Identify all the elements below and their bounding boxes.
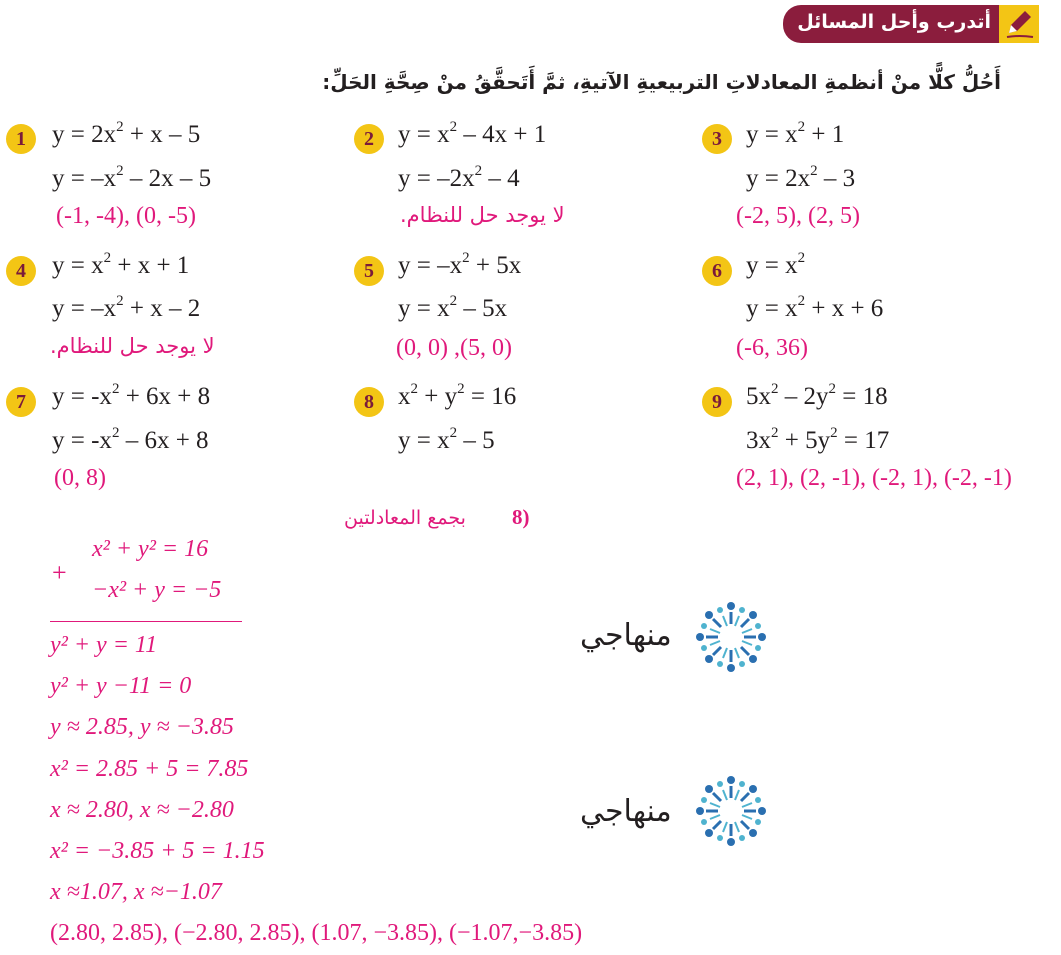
solution-step: y² + y −11 = 0 xyxy=(50,673,192,699)
problem-equation: $y = -x^2 + 6x + 8$ xyxy=(52,381,211,410)
plus-sign: + xyxy=(52,558,67,587)
logo-text: منهاجي xyxy=(580,618,672,653)
logo-text: منهاجي xyxy=(580,794,672,829)
problem-equation: $y = -x^2 + x - 2$ xyxy=(52,293,201,322)
problem-equation: $y = -x^2 - 6x + 8$ xyxy=(52,425,209,454)
problem-equation: $y = x^2 - 5$ xyxy=(398,425,495,454)
problem-number-badge: 9 xyxy=(702,387,732,417)
solution-step: x ≈1.07, x ≈−1.07 xyxy=(50,879,222,905)
problem-number-badge: 1 xyxy=(6,124,36,154)
problem-equation: $y = x^2 + 1$ xyxy=(746,119,845,148)
problem-number-badge: 4 xyxy=(6,256,36,286)
problem-equation: $y = x^2 - 4x + 1$ xyxy=(398,119,547,148)
answer-text: (-1, -4), (0, -5) xyxy=(56,203,196,229)
instruction-text: أَحُلُّ كلًّا منْ أنظمةِ المعادلاتِ التربيعيةِ الآتيةِ، ثمَّ أَتَحقَّقُ منْ صِحَّةِ الحَلِّ: xyxy=(322,70,1001,94)
problem-number-badge: 3 xyxy=(702,124,732,154)
problem-equation: $y = 2x^2 - 3$ xyxy=(746,163,856,192)
problem-equation: $y = x^2 - 5x$ xyxy=(398,293,508,322)
problem-number-badge: 7 xyxy=(6,387,36,417)
manhaj-logo-icon xyxy=(692,772,770,850)
problem-number-badge: 5 xyxy=(354,256,384,286)
problem-equation: $y = -x^2 - 2x - 5$ xyxy=(52,163,212,192)
problem-equation: $3x^2 + 5y^2 = 17$ xyxy=(746,425,890,454)
manhaj-logo xyxy=(580,598,770,678)
manhaj-logo xyxy=(580,772,770,852)
answer-text: لا يوجد حل للنظام. xyxy=(400,203,565,227)
solution-step: y ≈ 2.85, y ≈ −3.85 xyxy=(50,714,234,740)
problem-equation: $x^2 + y^2 = 16$ xyxy=(398,381,517,410)
solution-step: x² = −3.85 + 5 = 1.15 xyxy=(50,838,265,864)
solution-number: 8) xyxy=(512,505,530,529)
answer-text: (0, 8) xyxy=(54,465,106,491)
problem-equation: $5x^2 - 2y^2 = 18$ xyxy=(746,381,888,410)
problem-equation: $y = x^2 + x + 6$ xyxy=(746,293,884,322)
answer-text: (0, 0) ,(5, 0) xyxy=(396,335,512,361)
solution-step: x² + y² = 16 xyxy=(92,536,209,562)
problem-equation: $y = x^2 + x + 1$ xyxy=(52,250,190,279)
section-header-tab xyxy=(783,5,1039,43)
solution-step: y² + y = 11 xyxy=(50,632,158,658)
answer-text: (2, 1), (2, -1), (-2, 1), (-2, -1) xyxy=(736,465,1012,491)
problem-equation: $y = -x^2 + 5x$ xyxy=(398,250,522,279)
problem-equation: $y = -2x^2 - 4$ xyxy=(398,163,520,192)
answer-text: (-2, 5), (2, 5) xyxy=(736,203,860,229)
answer-text: (-6, 36) xyxy=(736,335,808,361)
solution-step: x ≈ 2.80, x ≈ −2.80 xyxy=(50,797,234,823)
problem-number-badge: 6 xyxy=(702,256,732,286)
pencil-icon xyxy=(999,5,1039,43)
manhaj-logo-icon xyxy=(692,598,770,676)
problem-number-badge: 2 xyxy=(354,124,384,154)
solution-label: بجمع المعادلتين xyxy=(344,507,466,529)
solution-step: x² = 2.85 + 5 = 7.85 xyxy=(50,756,249,782)
problem-equation: $y = 2x^2 + x - 5$ xyxy=(52,119,201,148)
answer-text: لا يوجد حل للنظام. xyxy=(50,334,215,358)
problem-equation: $y = x^2$ xyxy=(746,250,806,279)
solution-step: −x² + y = −5 xyxy=(92,577,222,603)
section-title: أتدرب وأحل المسائل xyxy=(797,11,991,33)
problem-number-badge: 8 xyxy=(354,387,384,417)
sum-divider xyxy=(50,621,242,622)
final-solution: (2.80, 2.85), (−2.80, 2.85), (1.07, −3.85), (−1.07,−3.85) xyxy=(50,920,583,946)
